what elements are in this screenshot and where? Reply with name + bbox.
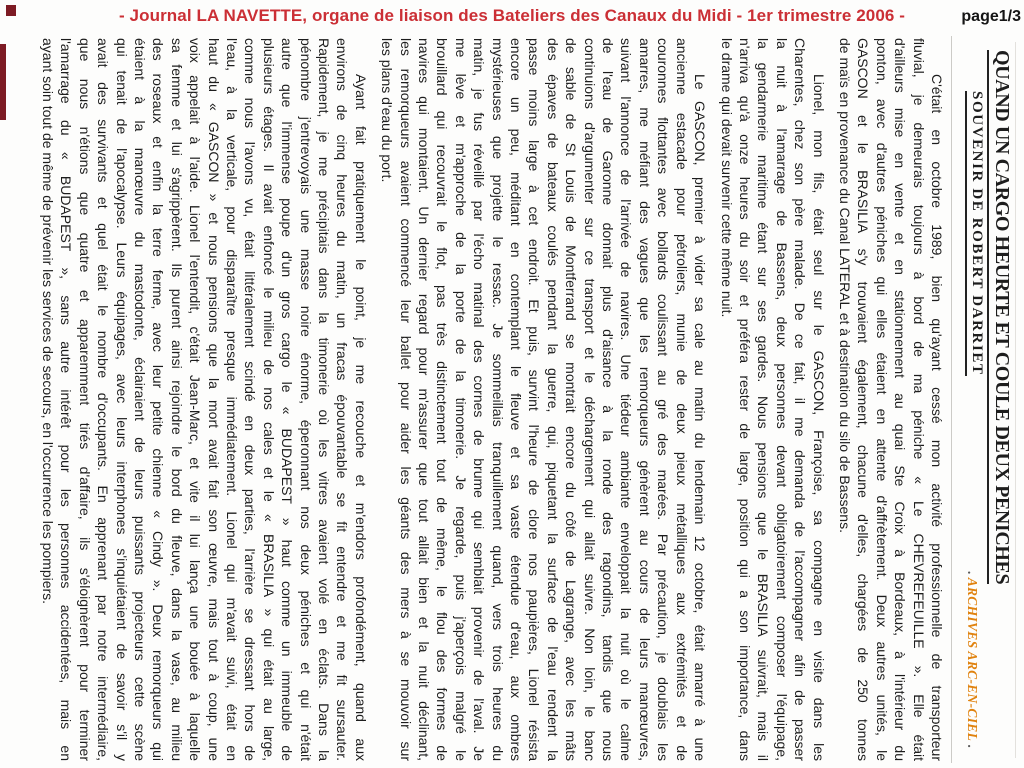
- text-line: qui tenait de l'apocalypse. Leurs équipages, avec leurs interphones s'inquiétaient de savoir s'il y: [113, 38, 130, 761]
- text-line: Lionel, mon fils, était seul sur le GASCON, Françoise, sa compagne en visite dans les: [810, 74, 827, 761]
- text-line: pénombre j'entrevoyais une masse noire énorme, éperonnant nos deux péniches et qui n'était: [297, 38, 314, 761]
- text-line: comme nous l'avons vu, était littéralement scindé en deux parties, l'arrière se dressant hors de: [242, 38, 259, 761]
- scanned-page-wrapper: [30, 36, 1015, 763]
- text-line: ancienne estacade pour pétroliers, munie de deux pieux métalliques aux extrémités et de: [673, 38, 690, 761]
- text-line: sa femme et lui s'agrippèrent. Ils purent ainsi rejoindre le bord du fleuve, dans la vase, au milieu: [168, 38, 185, 761]
- text-line: matin, je fus réveillé par l'écho matinal des cornes de brume qui semblait provenir de l'aval. Je: [471, 38, 488, 761]
- scanned-page: [30, 36, 1015, 763]
- text-line: C'était en octobre 1989, bien qu'ayant cessé mon activité professionnelle de transporteur: [929, 74, 945, 761]
- paragraph: [836, 38, 946, 761]
- archives-stamp: [964, 571, 980, 748]
- top-header-bar: [0, 6, 1024, 32]
- text-line: des épaves de bateaux coulés pendant la guerre, qui, piquetant la surface de l'eau rendent la: [544, 38, 561, 761]
- text-line: suivant l'annonce de l'arrivée de navires. Une tiédeur ambiante enveloppait la nuit où le calme: [618, 38, 635, 761]
- stamp-dot-right: .: [965, 744, 980, 748]
- text-line: fluvial, je demeurais toujours à bord de ma péniche « Le CHEVREFEUILLE ». Elle était: [910, 38, 927, 761]
- text-line: l'eau, à la verticale, pour disparaître presque immédiatement. Lionel qui m'avait suivi, était en: [223, 38, 240, 761]
- text-line: de l'eau de Garonne donnait plus d'aisance à la ronde des ragondins, tandis que nous: [600, 38, 617, 761]
- text-line: les plans d'eau du port.: [379, 38, 396, 183]
- text-line: Ayant fait pratiquement le point, je me recouche et m'endors profondément, quand aux: [352, 74, 369, 761]
- text-line: Charentes, chez son père malade. De ce fait, il me demanda de l'accompagner afin de passer: [792, 38, 809, 761]
- text-line: la nuit à l'amarrage de Bassens, deux personnes devant obligatoirement composer l'équipage,: [773, 38, 790, 761]
- text-line: GASCON et le BRASILIA s'y trouvaient également, chacune d'elles, chargées de 250 tonnes: [855, 38, 872, 761]
- text-line: avait des survivants et quel était le nombre d'occupants. En apprenant par notre intermédiaire,: [95, 38, 112, 761]
- text-line: voix appelait à l'aide. Lionel l'entendit, c'était Jean-Marc, et vite il lui lança une bouée à laquelle: [187, 38, 204, 761]
- text-line: navires qui montaient. Un dernier regard pour m'assurer que tout allait bien et la nuit déclinant,: [416, 38, 433, 761]
- text-line: de maïs en provenance du Canal LATERAL et à destination du silo de Bassens.: [836, 38, 853, 533]
- text-line: des roseaux et enfin la terre ferme, avec leur petite chienne « Cindy ». Deux remorqueurs qui: [150, 38, 167, 761]
- stamp-dot-left: .: [965, 570, 980, 575]
- text-line: plusieurs étages. Il avait enfoncé le milieu de nos cales et le « BRASILIA » qui était au large,: [260, 38, 277, 761]
- scan-artifact-strip: [0, 44, 6, 120]
- article-subtitle: SOUVENIR DE ROBERT DARRIET: [965, 91, 985, 376]
- text-line: encore un peu, méditant en contemplant le fleuve et sa vaste étendue d'eau, aux ombres: [508, 38, 525, 761]
- text-line: ayant soin tout de même de prévenir les services de secours, en l'occurrence les pompiers.: [39, 38, 56, 605]
- page-crease-line: [951, 36, 952, 763]
- text-line: autre que l'immense poupe d'un gros cargo le « BUDAPEST » haut comme un immeuble de: [279, 38, 296, 761]
- text-line: que nous n'étions que quatre et apparemment tirés d'affaire, ils s'éloignèrent pour terminer: [76, 38, 93, 761]
- page-edge-line: [1015, 42, 1016, 758]
- text-line: amarres, me méfiant des vagues que les remorqueurs génèrent au cours de leurs manœuvres,: [636, 38, 653, 761]
- text-line: n'arriva qu'à onze heures du soir et préféra rester de large, position qui a son importance, dans: [736, 38, 753, 761]
- text-line: Rapidement, je me précipitais dans la timonerie où les vitres avaient volé en éclats. Dans la: [316, 38, 332, 761]
- text-line: Le GASCON, premier à vider sa cale au matin du lendemain 12 octobre, était amarré à une: [692, 74, 709, 761]
- text-line: environs de cinq heures du matin, un fracas épouvantable se fit entendre et me fit sursauter.: [334, 38, 351, 761]
- scan-artifact-square: [6, 5, 16, 16]
- text-line: d'ailleurs mise en vente et en stationnement au quai Ste Croix à Bordeaux, à l'intérieur du: [892, 38, 909, 761]
- subtitle-row: [960, 36, 986, 763]
- paragraph: [378, 38, 709, 761]
- text-line: brouillard qui recouvrait le flot, pas très distinctement tout de même, le flou des formes de: [434, 38, 451, 761]
- text-line: la gendarmerie maritime étant sur ses gardes. Nous pensions que le BRASILIA suivrait, mais il: [755, 38, 772, 761]
- text-line: continuions d'argumenter sur ce transport et le déchargement qui allait suivre. Non loin, le banc: [581, 38, 598, 761]
- text-line: ponton, avec d'autres péniches qui elles étaient en attente d'affrètement. Deux autres unités, le: [873, 38, 890, 761]
- text-line: de sable de St Louis de Montferrand se montrait encore du côté de Lagrange, avec les mâts: [563, 38, 580, 761]
- text-line: haut du « GASCON » et nous pensions que la mort avait fait son œuvre, mais tout à coup, une: [205, 38, 222, 761]
- archives-stamp-text: ARCHIVES ARC-EN-CIEL: [965, 577, 980, 741]
- text-line: étaient à la manœuvre du mastodonte, éclairaient de leurs puissants projecteurs cette scène: [131, 38, 148, 761]
- text-line: me lève et m'approche de la porte de la timonerie. Je regarde, puis j'aperçois malgré le: [452, 38, 469, 761]
- paragraph: [39, 38, 370, 761]
- article-title: QUAND UN CARGO HEURTE ET COULE DEUX PENICHES: [987, 50, 1013, 584]
- text-line: mystérieuses que projette le ressac. Je sommeillais tranquillement quand, vers trois heures du: [489, 38, 506, 761]
- page-indicator: page1/3: [961, 8, 1021, 25]
- article-body: [31, 38, 947, 761]
- text-line: les remorqueurs avaient commencé leur ballet pour aider les géants des mers à se mouvoir sur: [397, 38, 414, 761]
- text-line: couronnes flottantes avec bollards coulissant au gré des marées. Par précaution, je doublais les: [655, 38, 672, 761]
- paragraph: [717, 38, 827, 761]
- text-line: le drame qui devait survenir cette même nuit.: [718, 38, 735, 318]
- text-line: passe moins large à cet endroit. Et puis, survint l'heure de clore nos paupières, Lionel résista: [526, 38, 543, 761]
- journal-header: - Journal LA NAVETTE, organe de liaison des Bateliers des Canaux du Midi - 1er trimestre 2006 -: [118, 6, 906, 25]
- text-line: l'amarrage du « BUDAPEST », sans autre intérêt pour les personnes accidentées, mais en: [58, 38, 75, 761]
- headline-row: [987, 36, 1015, 763]
